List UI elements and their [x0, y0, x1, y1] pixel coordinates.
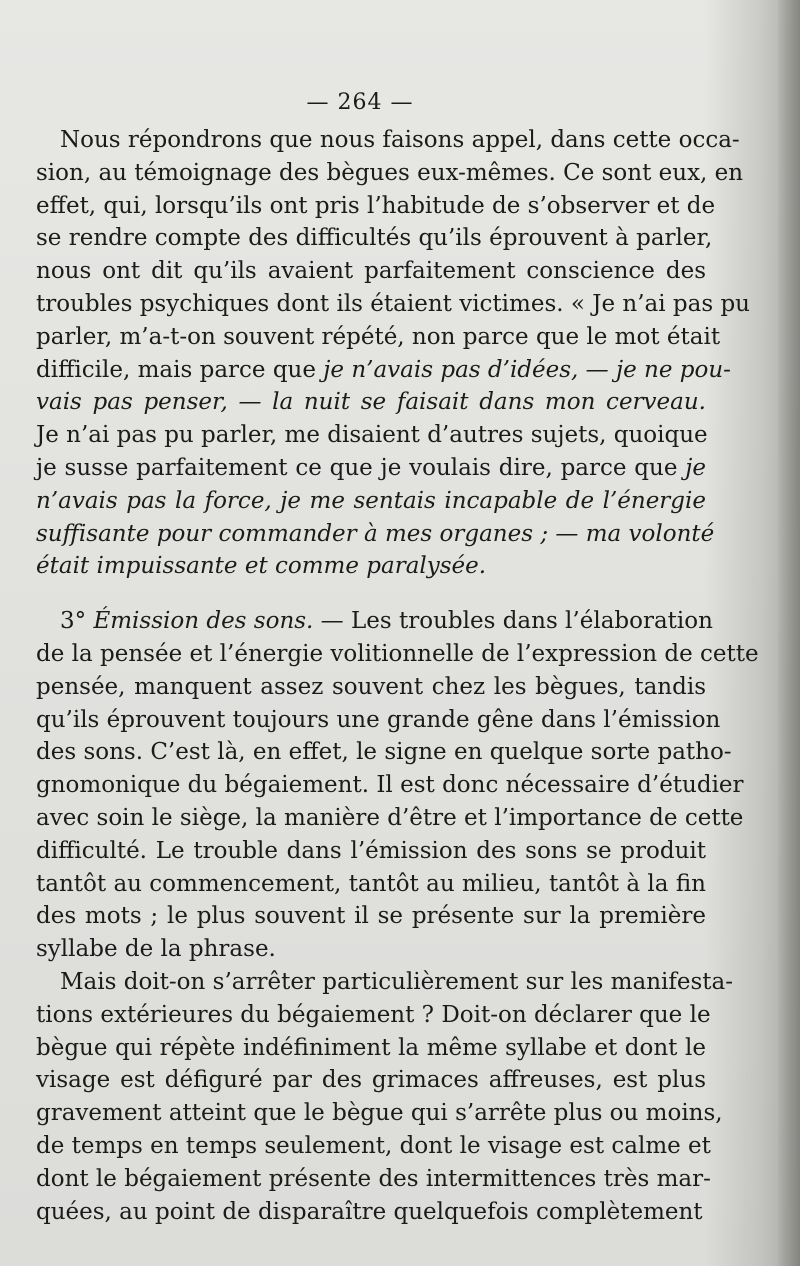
text-line: [36, 1064, 706, 1097]
text-run: troubles psychiques dont ils étaient victimes. « Je n’ai pas pu: [36, 290, 750, 317]
text-line: [36, 550, 706, 583]
text-line: [36, 1097, 723, 1130]
paragraph: [36, 966, 734, 1228]
text-run: difficulté. Le trouble dans l’émission des sons se produit: [36, 837, 706, 864]
text-line: [36, 190, 716, 223]
text-line: [36, 966, 734, 999]
text-run: quées, au point de disparaître quelquefois complètement: [36, 1198, 703, 1225]
page-number: — 264 —: [306, 90, 414, 115]
text-run: syllabe de la phrase.: [36, 936, 276, 963]
text-run: des sons. C’est là, en effet, le signe en quelque sorte patho-: [36, 739, 732, 766]
paragraph: [36, 605, 759, 966]
text-run: bègue qui répète indéfiniment la même syllabe et dont le: [36, 1034, 706, 1061]
italic-text: suffisante pour commander à mes organes ; — ma volonté: [36, 520, 715, 547]
text-run: pensée, manquent assez souvent chez les bègues, tandis: [36, 673, 706, 700]
text-line: [36, 124, 740, 157]
text-run: gnomonique du bégaiement. Il est donc nécessaire d’étudier: [36, 772, 744, 799]
text-run: de la pensée et l’énergie volitionnelle de l’expression de cette: [36, 640, 759, 667]
italic-text: je n’avais pas d’idées, — je ne pou-: [323, 356, 731, 383]
text-run: se rendre compte des difficultés qu’ils éprouvent à parler,: [36, 225, 713, 252]
text-run: parler, m’a-t-on souvent répété, non parce que le mot était: [36, 323, 721, 350]
text-run: sion, au témoignage des bègues eux-mêmes. Ce sont eux, en: [36, 159, 744, 186]
text-line: [36, 933, 706, 966]
text-run: tions extérieures du bégaiement ? Doit-on déclarer que le: [36, 1001, 711, 1028]
text-line: [36, 321, 721, 354]
text-run: des mots ; le plus souvent il se présente sur la première: [36, 903, 706, 930]
text-line: [36, 354, 731, 387]
italic-text: Émission des sons.: [93, 608, 314, 635]
text-run: effet, qui, lorsqu’ils ont pris l’habitude de s’observer et de: [36, 192, 716, 219]
text-run: dont le bégaiement présente des intermittences très mar-: [36, 1165, 711, 1192]
text-line: [36, 485, 706, 518]
text-run: Mais doit-on s’arrêter particulièrement sur les manifesta-: [60, 968, 734, 995]
text-line: [36, 671, 706, 704]
text-line: [36, 419, 706, 452]
text-run: 3°: [60, 608, 94, 635]
text-line: [36, 999, 711, 1032]
text-line: [36, 835, 706, 868]
text-line: [36, 157, 744, 190]
text-line: [36, 1130, 711, 1163]
text-run: difficile, mais parce que: [36, 356, 324, 383]
paragraph: [36, 124, 750, 583]
text-line: [36, 222, 713, 255]
text-line: [36, 704, 721, 737]
italic-text: était impuissante et comme paralysée.: [36, 553, 487, 580]
text-line: [36, 1032, 706, 1065]
text-line: [36, 802, 744, 835]
text-run: Nous répondrons que nous faisons appel, dans cette occa-: [60, 127, 740, 153]
text-run: Je n’ai pas pu parler, me disaient d’autres sujets, quoique: [36, 422, 708, 449]
text-run: avec soin le siège, la manière d’être et l’importance de cette: [36, 804, 744, 831]
text-line: [36, 868, 706, 901]
text-line: [36, 288, 750, 321]
text-run: je susse parfaitement ce que je voulais dire, parce que: [36, 454, 686, 481]
page-edge-shadow: [778, 0, 800, 1266]
text-line: [36, 605, 713, 638]
text-line: [36, 518, 715, 551]
text-line: [36, 452, 706, 485]
text-line: [36, 386, 706, 419]
text-line: [36, 900, 706, 933]
text-run: de temps en temps seulement, dont le visage est calme et: [36, 1132, 711, 1159]
italic-text: vais pas penser, — la nuit se faisait dans mon cerveau.: [36, 389, 706, 416]
text-run: tantôt au commencement, tantôt au milieu, tantôt à la fin: [36, 870, 706, 897]
text-run: visage est défiguré par des grimaces affreuses, est plus: [36, 1067, 706, 1094]
text-run: gravement atteint que le bègue qui s’arrête plus ou moins,: [36, 1100, 723, 1127]
body-text: [36, 124, 759, 1228]
italic-text: n’avais pas la force, je me sentais incapable de l’énergie: [36, 487, 706, 514]
text-line: [36, 769, 744, 802]
text-run: — Les troubles dans l’élaboration: [313, 608, 713, 635]
text-line: [36, 638, 759, 671]
text-run: qu’ils éprouvent toujours une grande gêne dans l’émission: [36, 706, 721, 733]
text-line: [36, 1163, 711, 1196]
italic-text: je: [685, 454, 706, 481]
text-line: [36, 255, 706, 288]
paragraph-gap: [36, 583, 706, 605]
text-line: [36, 736, 732, 769]
text-line: [36, 1196, 706, 1229]
text-run: nous ont dit qu’ils avaient parfaitement conscience des: [36, 258, 706, 285]
